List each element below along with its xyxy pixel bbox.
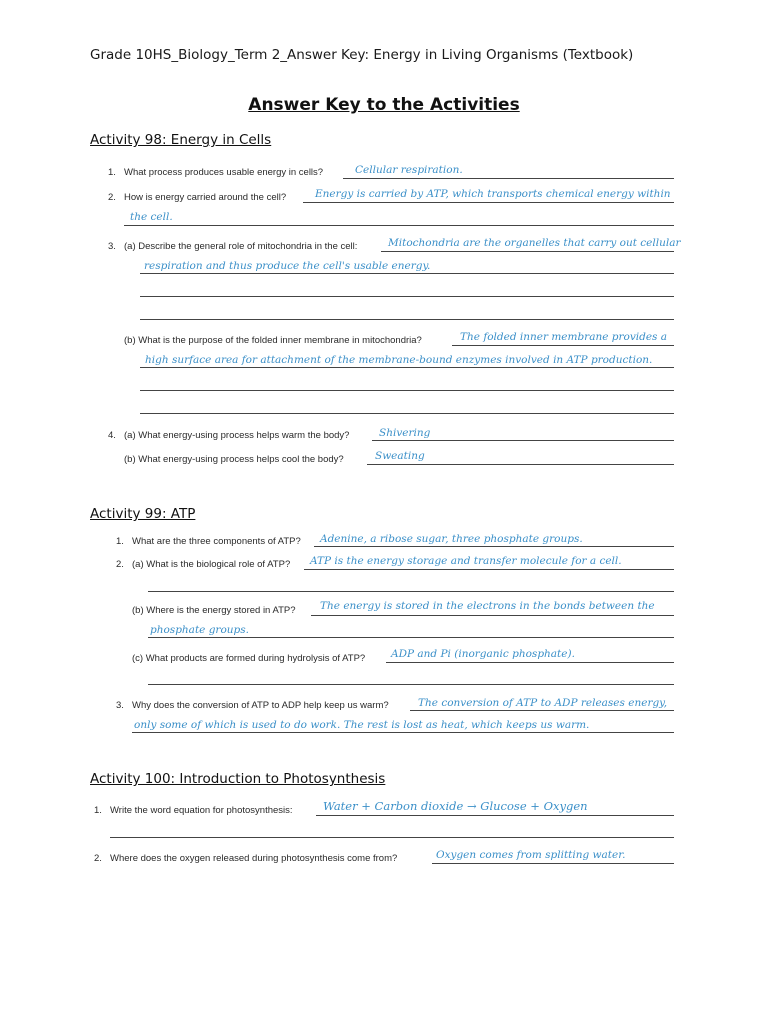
- answer-text: ATP is the energy storage and transfer molecule for a cell.: [310, 555, 622, 567]
- answer-text: Water + Carbon dioxide → Glucose + Oxygen: [323, 799, 588, 813]
- question-text: Why does the conversion of ATP to ADP help keep us warm?: [132, 700, 389, 711]
- question-text: How is energy carried around the cell?: [124, 192, 287, 203]
- answer-line: [303, 202, 674, 203]
- answer-text: only some of which is used to do work. The rest is lost as heat, which keeps us warm.: [134, 719, 590, 731]
- answer-text: phosphate groups.: [150, 624, 249, 636]
- question-number: 2.: [108, 192, 116, 203]
- answer-line: [343, 178, 674, 179]
- question-text: (a) What is the biological role of ATP?: [132, 559, 291, 570]
- answer-line: [140, 273, 674, 274]
- answer-text: The conversion of ATP to ADP releases energy,: [418, 697, 668, 709]
- answer-line: [140, 413, 674, 414]
- answer-text: Mitochondria are the organelles that carry out cellular: [388, 237, 681, 249]
- answer-line: [124, 225, 674, 226]
- question-text: (c) What products are formed during hydrolysis of ATP?: [132, 653, 366, 664]
- question-number: 1.: [94, 805, 102, 816]
- question-number: 4.: [108, 430, 116, 441]
- answer-text: ADP and Pi (inorganic phosphate).: [391, 648, 575, 660]
- answer-text: The energy is stored in the electrons in the bonds between the: [320, 600, 655, 612]
- question-text: (b) What energy-using process helps cool the body?: [124, 454, 344, 465]
- answer-line: [140, 319, 674, 320]
- answer-text: high surface area for attachment of the membrane-bound enzymes involved in ATP production.: [145, 354, 653, 366]
- answer-text: respiration and thus produce the cell's usable energy.: [144, 260, 431, 272]
- document-header: Grade 10HS_Biology_Term 2_Answer Key: Energy in Living Organisms (Textbook): [90, 47, 634, 63]
- answer-line: [304, 569, 674, 570]
- page-title: Answer Key to the Activities: [248, 95, 520, 115]
- answer-line: [367, 464, 674, 465]
- answer-text: Shivering: [379, 427, 431, 439]
- answer-text: The folded inner membrane provides a: [460, 331, 668, 343]
- answer-line: [410, 710, 674, 711]
- answer-line: [140, 390, 674, 391]
- answer-line: [148, 684, 674, 685]
- question-text: What process produces usable energy in cells?: [124, 167, 324, 178]
- answer-text: the cell.: [130, 211, 173, 223]
- answer-line: [148, 591, 674, 592]
- question-number: 1.: [116, 536, 124, 547]
- question-number: 3.: [116, 700, 124, 711]
- activity-98-heading: Activity 98: Energy in Cells: [90, 132, 272, 148]
- answer-text: Sweating: [375, 450, 425, 462]
- question-text: What are the three components of ATP?: [132, 536, 301, 547]
- question-text: Where does the oxygen released during photosynthesis come from?: [110, 853, 398, 864]
- answer-line: [314, 546, 674, 547]
- question-number: 1.: [108, 167, 116, 178]
- answer-line: [386, 662, 674, 663]
- answer-text: Adenine, a ribose sugar, three phosphate groups.: [320, 533, 583, 545]
- answer-line: [140, 296, 674, 297]
- question-number: 2.: [116, 559, 124, 570]
- activity-99-heading: Activity 99: ATP: [90, 506, 196, 522]
- activity-100-heading: Activity 100: Introduction to Photosynthesis: [90, 771, 386, 787]
- answer-line: [372, 440, 674, 441]
- answer-line: [148, 637, 674, 638]
- question-text: (b) Where is the energy stored in ATP?: [132, 605, 296, 616]
- answer-line: [452, 345, 674, 346]
- question-text: Write the word equation for photosynthesis:: [110, 805, 293, 816]
- question-text: (a) Describe the general role of mitochondria in the cell:: [124, 241, 358, 252]
- answer-line: [381, 251, 674, 252]
- answer-line: [432, 863, 674, 864]
- answer-line: [311, 615, 674, 616]
- question-text: (b) What is the purpose of the folded inner membrane in mitochondria?: [124, 335, 422, 346]
- answer-line: [132, 732, 674, 733]
- answer-line: [110, 837, 674, 838]
- answer-text: Oxygen comes from splitting water.: [436, 849, 626, 861]
- answer-text: Cellular respiration.: [355, 164, 463, 176]
- question-text: (a) What energy-using process helps warm the body?: [124, 430, 350, 441]
- answer-text: Energy is carried by ATP, which transports chemical energy within: [315, 188, 671, 200]
- question-number: 3.: [108, 241, 116, 252]
- answer-line: [140, 367, 674, 368]
- answer-line: [316, 815, 674, 816]
- question-number: 2.: [94, 853, 102, 864]
